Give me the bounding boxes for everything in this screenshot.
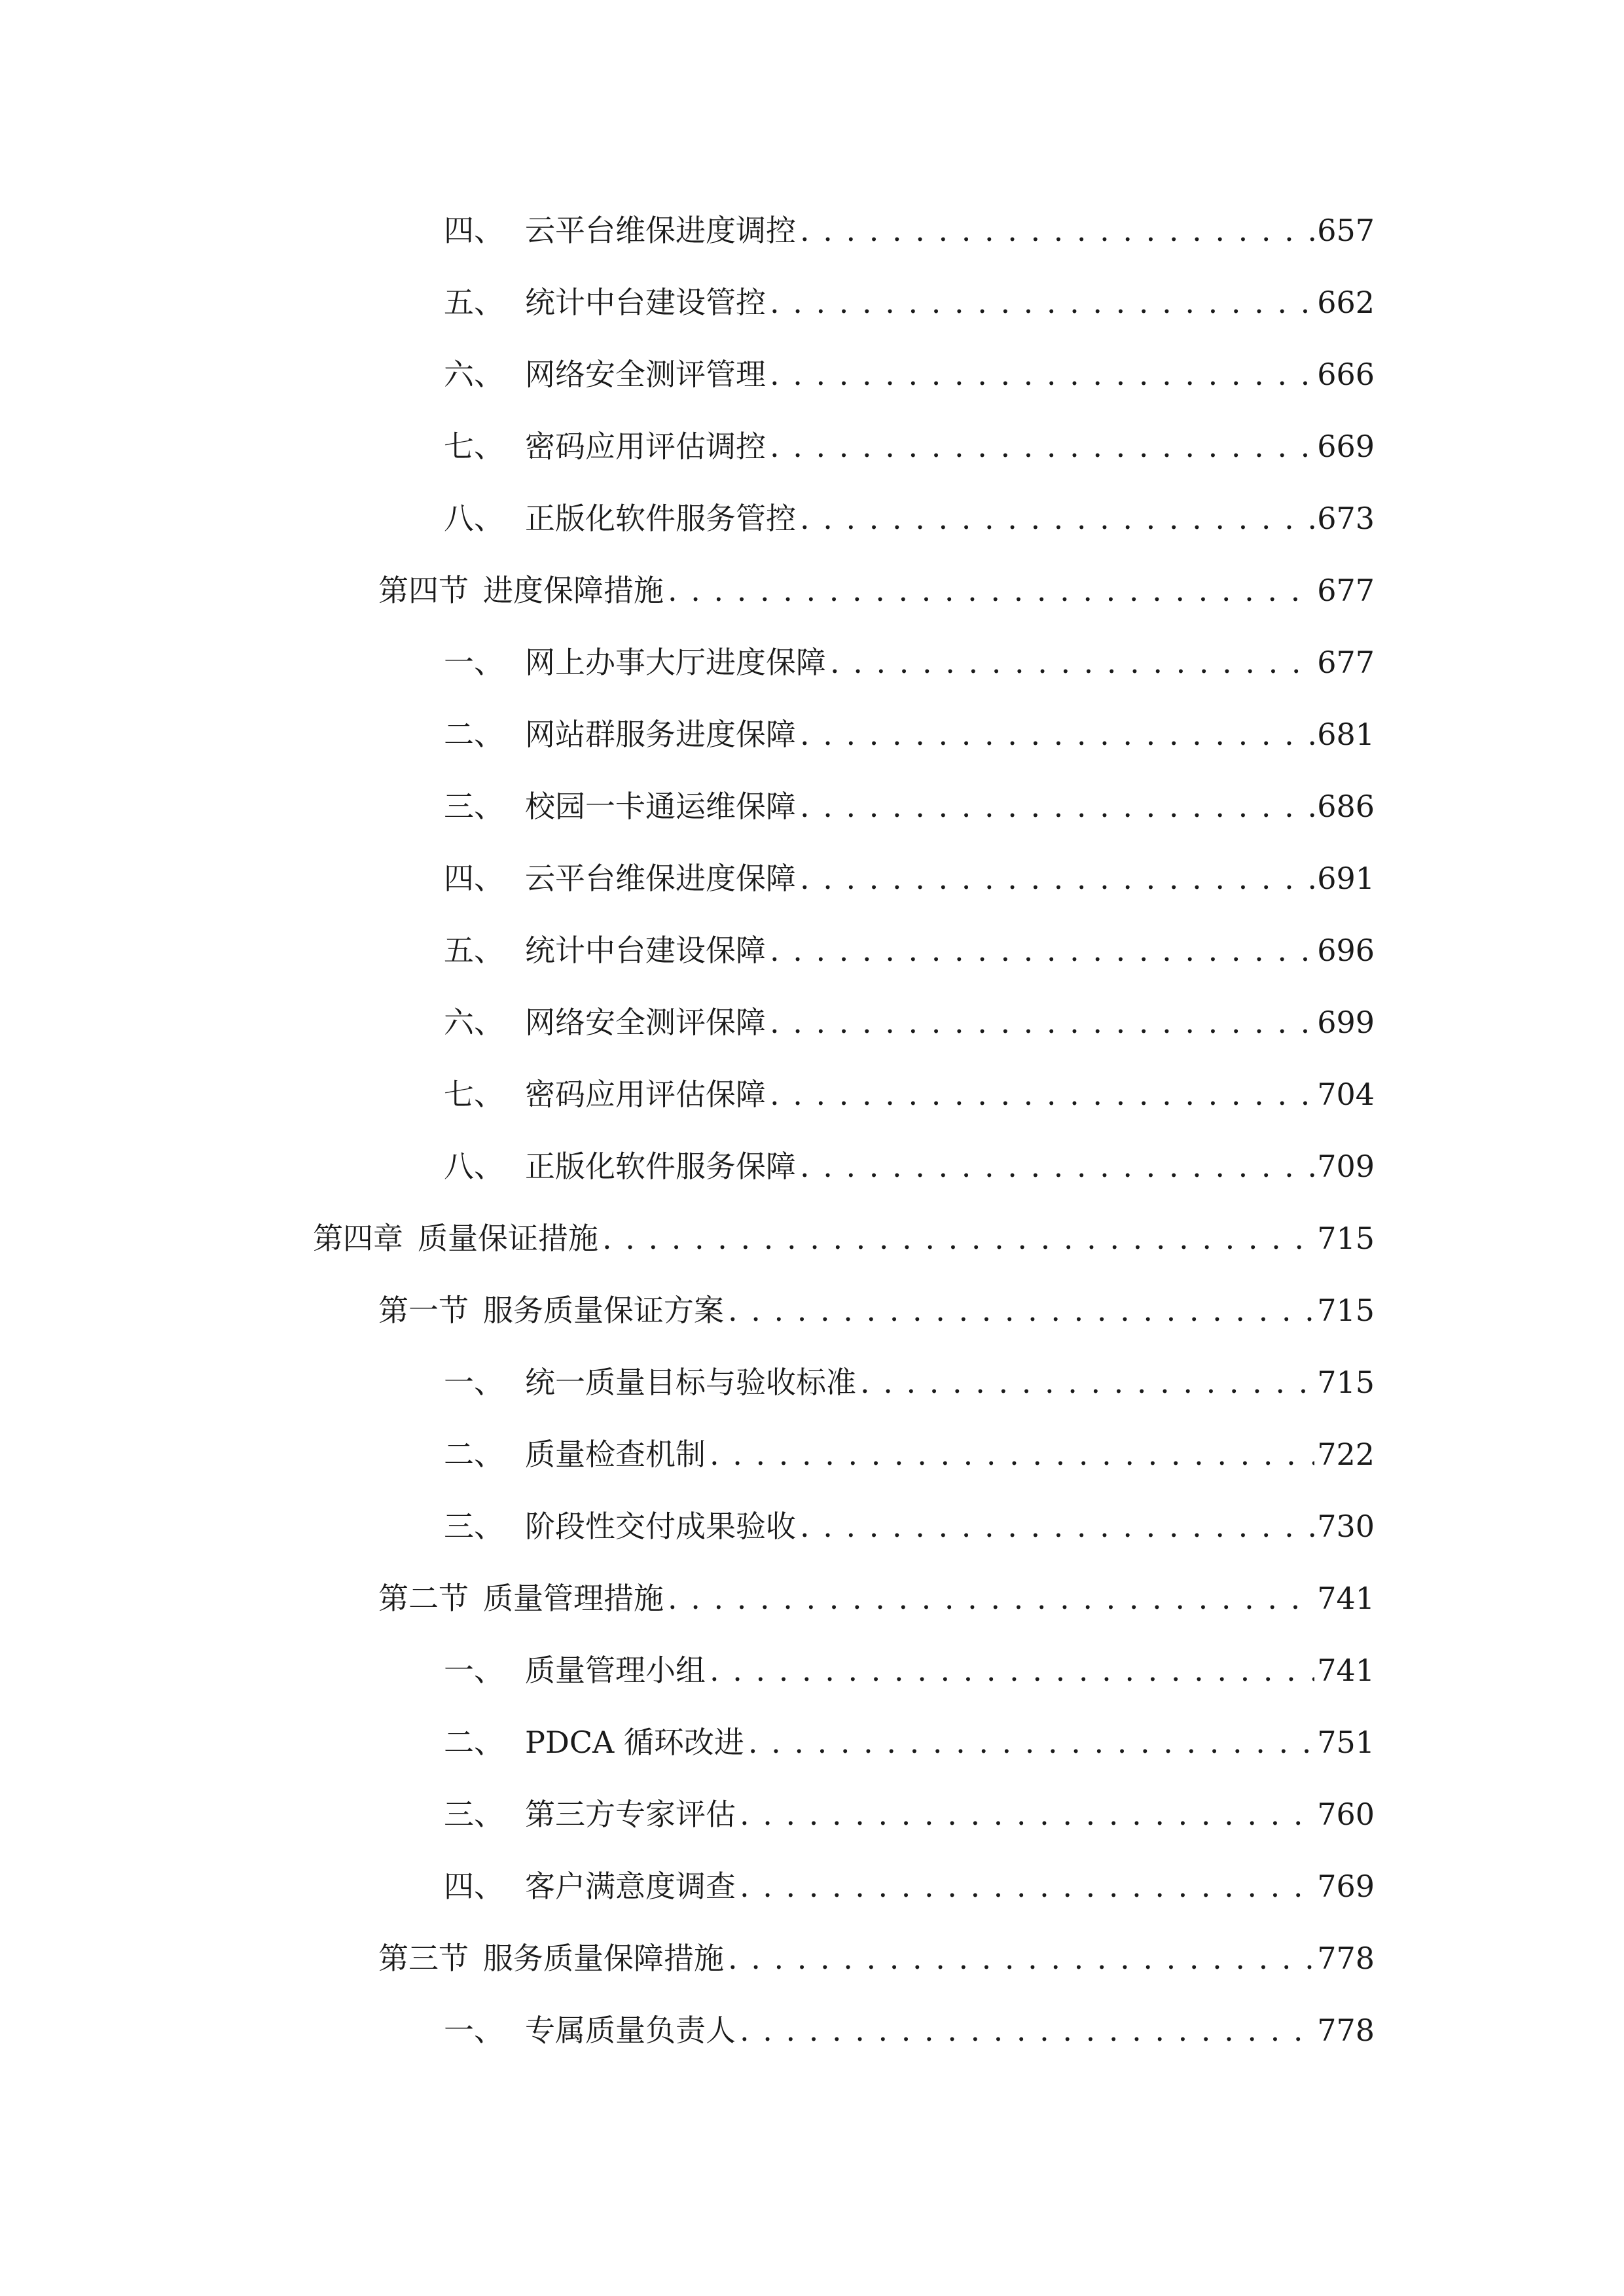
toc-entry[interactable] (378, 1932, 1375, 1984)
toc-entry-title: 网络安全测评保障 (525, 1005, 766, 1040)
toc-entry-page: 715 (1317, 1293, 1375, 1328)
toc-entry[interactable] (444, 924, 1375, 977)
toc-entry-page: 715 (1317, 1221, 1375, 1256)
toc-entry-page: 704 (1317, 1077, 1375, 1112)
toc-entry-title: 质量检查机制 (525, 1437, 706, 1472)
dot-leader (830, 636, 1314, 689)
toc-entry[interactable] (378, 564, 1375, 617)
dot-leader (668, 564, 1314, 617)
dot-leader (710, 1644, 1314, 1696)
toc-entry-number: 一、 (444, 2013, 504, 2048)
dot-leader (770, 996, 1314, 1049)
toc-entry-number: 八、 (444, 501, 504, 536)
dot-leader (728, 1932, 1314, 1984)
dot-leader (770, 348, 1314, 401)
toc-entry[interactable] (313, 1212, 1375, 1265)
toc-entry-number: 五、 (444, 285, 504, 320)
dot-leader (740, 1860, 1314, 1912)
toc-entry-number: 四、 (444, 1869, 504, 1904)
toc-entry[interactable] (444, 1428, 1375, 1480)
toc-entry-page: 669 (1317, 429, 1375, 464)
toc-entry-page: 709 (1317, 1149, 1375, 1184)
toc-entry-title: 客户满意度调查 (525, 1869, 736, 1904)
toc-entry-page: 691 (1317, 861, 1375, 896)
toc-entry-number: 三、 (444, 1509, 504, 1544)
toc-entry-page: 696 (1317, 933, 1375, 968)
toc-entry[interactable] (444, 348, 1375, 401)
dot-leader (770, 1068, 1314, 1121)
toc-entry[interactable] (444, 1716, 1375, 1768)
toc-entry-page: 681 (1317, 717, 1375, 752)
toc-entry-title: 校园一卡通运维保障 (525, 789, 796, 824)
toc-entry-title: 统计中台建设保障 (525, 933, 766, 968)
dot-leader (770, 276, 1314, 329)
toc-entry-page: 666 (1317, 357, 1375, 392)
toc-entry-title: 专属质量负责人 (525, 2013, 736, 2048)
toc-entry-title: 网上办事大厅进度保障 (525, 645, 826, 680)
toc-entry-page: 741 (1317, 1581, 1375, 1616)
toc-entry-number: 七、 (444, 1077, 504, 1112)
toc-entry-number: 七、 (444, 429, 504, 464)
dot-leader (800, 852, 1314, 905)
toc-entry-title: 正版化软件服务保障 (525, 1149, 796, 1184)
toc-entry[interactable] (444, 204, 1375, 257)
toc-entry-number: 四、 (444, 861, 504, 896)
toc-entry-page: 715 (1317, 1365, 1375, 1400)
dot-leader (860, 1356, 1314, 1408)
toc-entry-title: 云平台维保进度保障 (525, 861, 796, 896)
toc-entry-title: 云平台维保进度调控 (525, 213, 796, 248)
toc-entry-number: 二、 (444, 1725, 504, 1760)
toc-entry-title: 网站群服务进度保障 (525, 717, 796, 752)
toc-entry[interactable] (444, 2004, 1375, 2056)
toc-entry-number: 一、 (444, 645, 504, 680)
toc-entry-page: 760 (1317, 1797, 1375, 1832)
dot-leader (740, 2004, 1314, 2056)
toc-entry-number: 一、 (444, 1653, 504, 1688)
toc-entry-number: 第四节 (378, 573, 469, 608)
dot-leader (800, 204, 1314, 257)
toc-entry-title: 统一质量目标与验收标准 (525, 1365, 856, 1400)
toc-entry-page: 778 (1317, 1941, 1375, 1976)
toc-entry-number: 二、 (444, 1437, 504, 1472)
toc-entry-title: 质量管理措施 (483, 1581, 664, 1616)
toc-entry[interactable] (444, 276, 1375, 329)
dot-leader (748, 1716, 1314, 1768)
dot-leader (770, 924, 1314, 977)
toc-entry-page: 686 (1317, 789, 1375, 824)
toc-entry[interactable] (444, 1788, 1375, 1840)
dot-leader (602, 1212, 1314, 1265)
toc-entry-number: 五、 (444, 933, 504, 968)
toc-entry-page: 662 (1317, 285, 1375, 320)
toc-entry-page: 778 (1317, 2013, 1375, 2048)
toc-entry-title: 进度保障措施 (483, 573, 664, 608)
toc-entry-title: 阶段性交付成果验收 (525, 1509, 796, 1544)
dot-leader (800, 708, 1314, 761)
toc-entry[interactable] (444, 420, 1375, 473)
dot-leader (668, 1572, 1314, 1624)
toc-entry-title: 服务质量保障措施 (483, 1941, 724, 1976)
dot-leader (740, 1788, 1314, 1840)
toc-entry-number: 第一节 (378, 1293, 469, 1328)
toc-entry-page: 722 (1317, 1437, 1375, 1472)
toc-entry[interactable] (444, 780, 1375, 833)
toc-entry-title: 正版化软件服务管控 (525, 501, 796, 536)
toc-entry[interactable] (378, 1284, 1375, 1336)
dot-leader (800, 1500, 1314, 1552)
toc-entry-number: 第三节 (378, 1941, 469, 1976)
toc-entry-number: 第四章 (313, 1221, 403, 1256)
toc-entry-number: 第二节 (378, 1581, 469, 1616)
toc-entry[interactable] (444, 1500, 1375, 1552)
toc-entry-title: 密码应用评估调控 (525, 429, 766, 464)
toc-entry[interactable] (444, 1644, 1375, 1696)
toc-entry-title: 密码应用评估保障 (525, 1077, 766, 1112)
toc-entry-title: 网络安全测评管理 (525, 357, 766, 392)
toc-entry-page: 751 (1317, 1725, 1375, 1760)
toc-entry-page: 677 (1317, 573, 1375, 608)
toc-entry[interactable] (378, 1572, 1375, 1624)
toc-entry-number: 六、 (444, 357, 504, 392)
toc-entry-title: 质量保证措施 (418, 1221, 598, 1256)
dot-leader (728, 1284, 1314, 1336)
toc-entry-page: 699 (1317, 1005, 1375, 1040)
toc-entry-page: 657 (1317, 213, 1375, 248)
toc-entry-page: 769 (1317, 1869, 1375, 1904)
toc-entry-title: PDCA 循环改进 (525, 1725, 744, 1760)
toc-entry-page: 677 (1317, 645, 1375, 680)
toc-entry[interactable] (444, 1860, 1375, 1912)
toc-entry[interactable] (444, 492, 1375, 545)
toc-entry[interactable] (444, 636, 1375, 689)
toc-entry-page: 741 (1317, 1653, 1375, 1688)
toc-entry-number: 三、 (444, 1797, 504, 1832)
toc-entry-title: 服务质量保证方案 (483, 1293, 724, 1328)
toc-entry[interactable] (444, 1068, 1375, 1121)
dot-leader (770, 420, 1314, 473)
dot-leader (800, 492, 1314, 545)
toc-entry-page: 730 (1317, 1509, 1375, 1544)
toc-entry-number: 二、 (444, 717, 504, 752)
toc-entry-title: 质量管理小组 (525, 1653, 706, 1688)
toc-entry[interactable] (444, 1140, 1375, 1193)
toc-entry-number: 六、 (444, 1005, 504, 1040)
toc-entry[interactable] (444, 852, 1375, 905)
toc-entry-number: 一、 (444, 1365, 504, 1400)
toc-entry-number: 四、 (444, 213, 504, 248)
toc-entry-title: 统计中台建设管控 (525, 285, 766, 320)
toc-entry-title: 第三方专家评估 (525, 1797, 736, 1832)
toc-entry[interactable] (444, 996, 1375, 1049)
toc-entry-number: 三、 (444, 789, 504, 824)
toc-entry-page: 673 (1317, 501, 1375, 536)
dot-leader (800, 1140, 1314, 1193)
dot-leader (710, 1428, 1314, 1480)
toc-entry[interactable] (444, 708, 1375, 761)
dot-leader (800, 780, 1314, 833)
toc-entry-number: 八、 (444, 1149, 504, 1184)
toc-entry[interactable] (444, 1356, 1375, 1408)
